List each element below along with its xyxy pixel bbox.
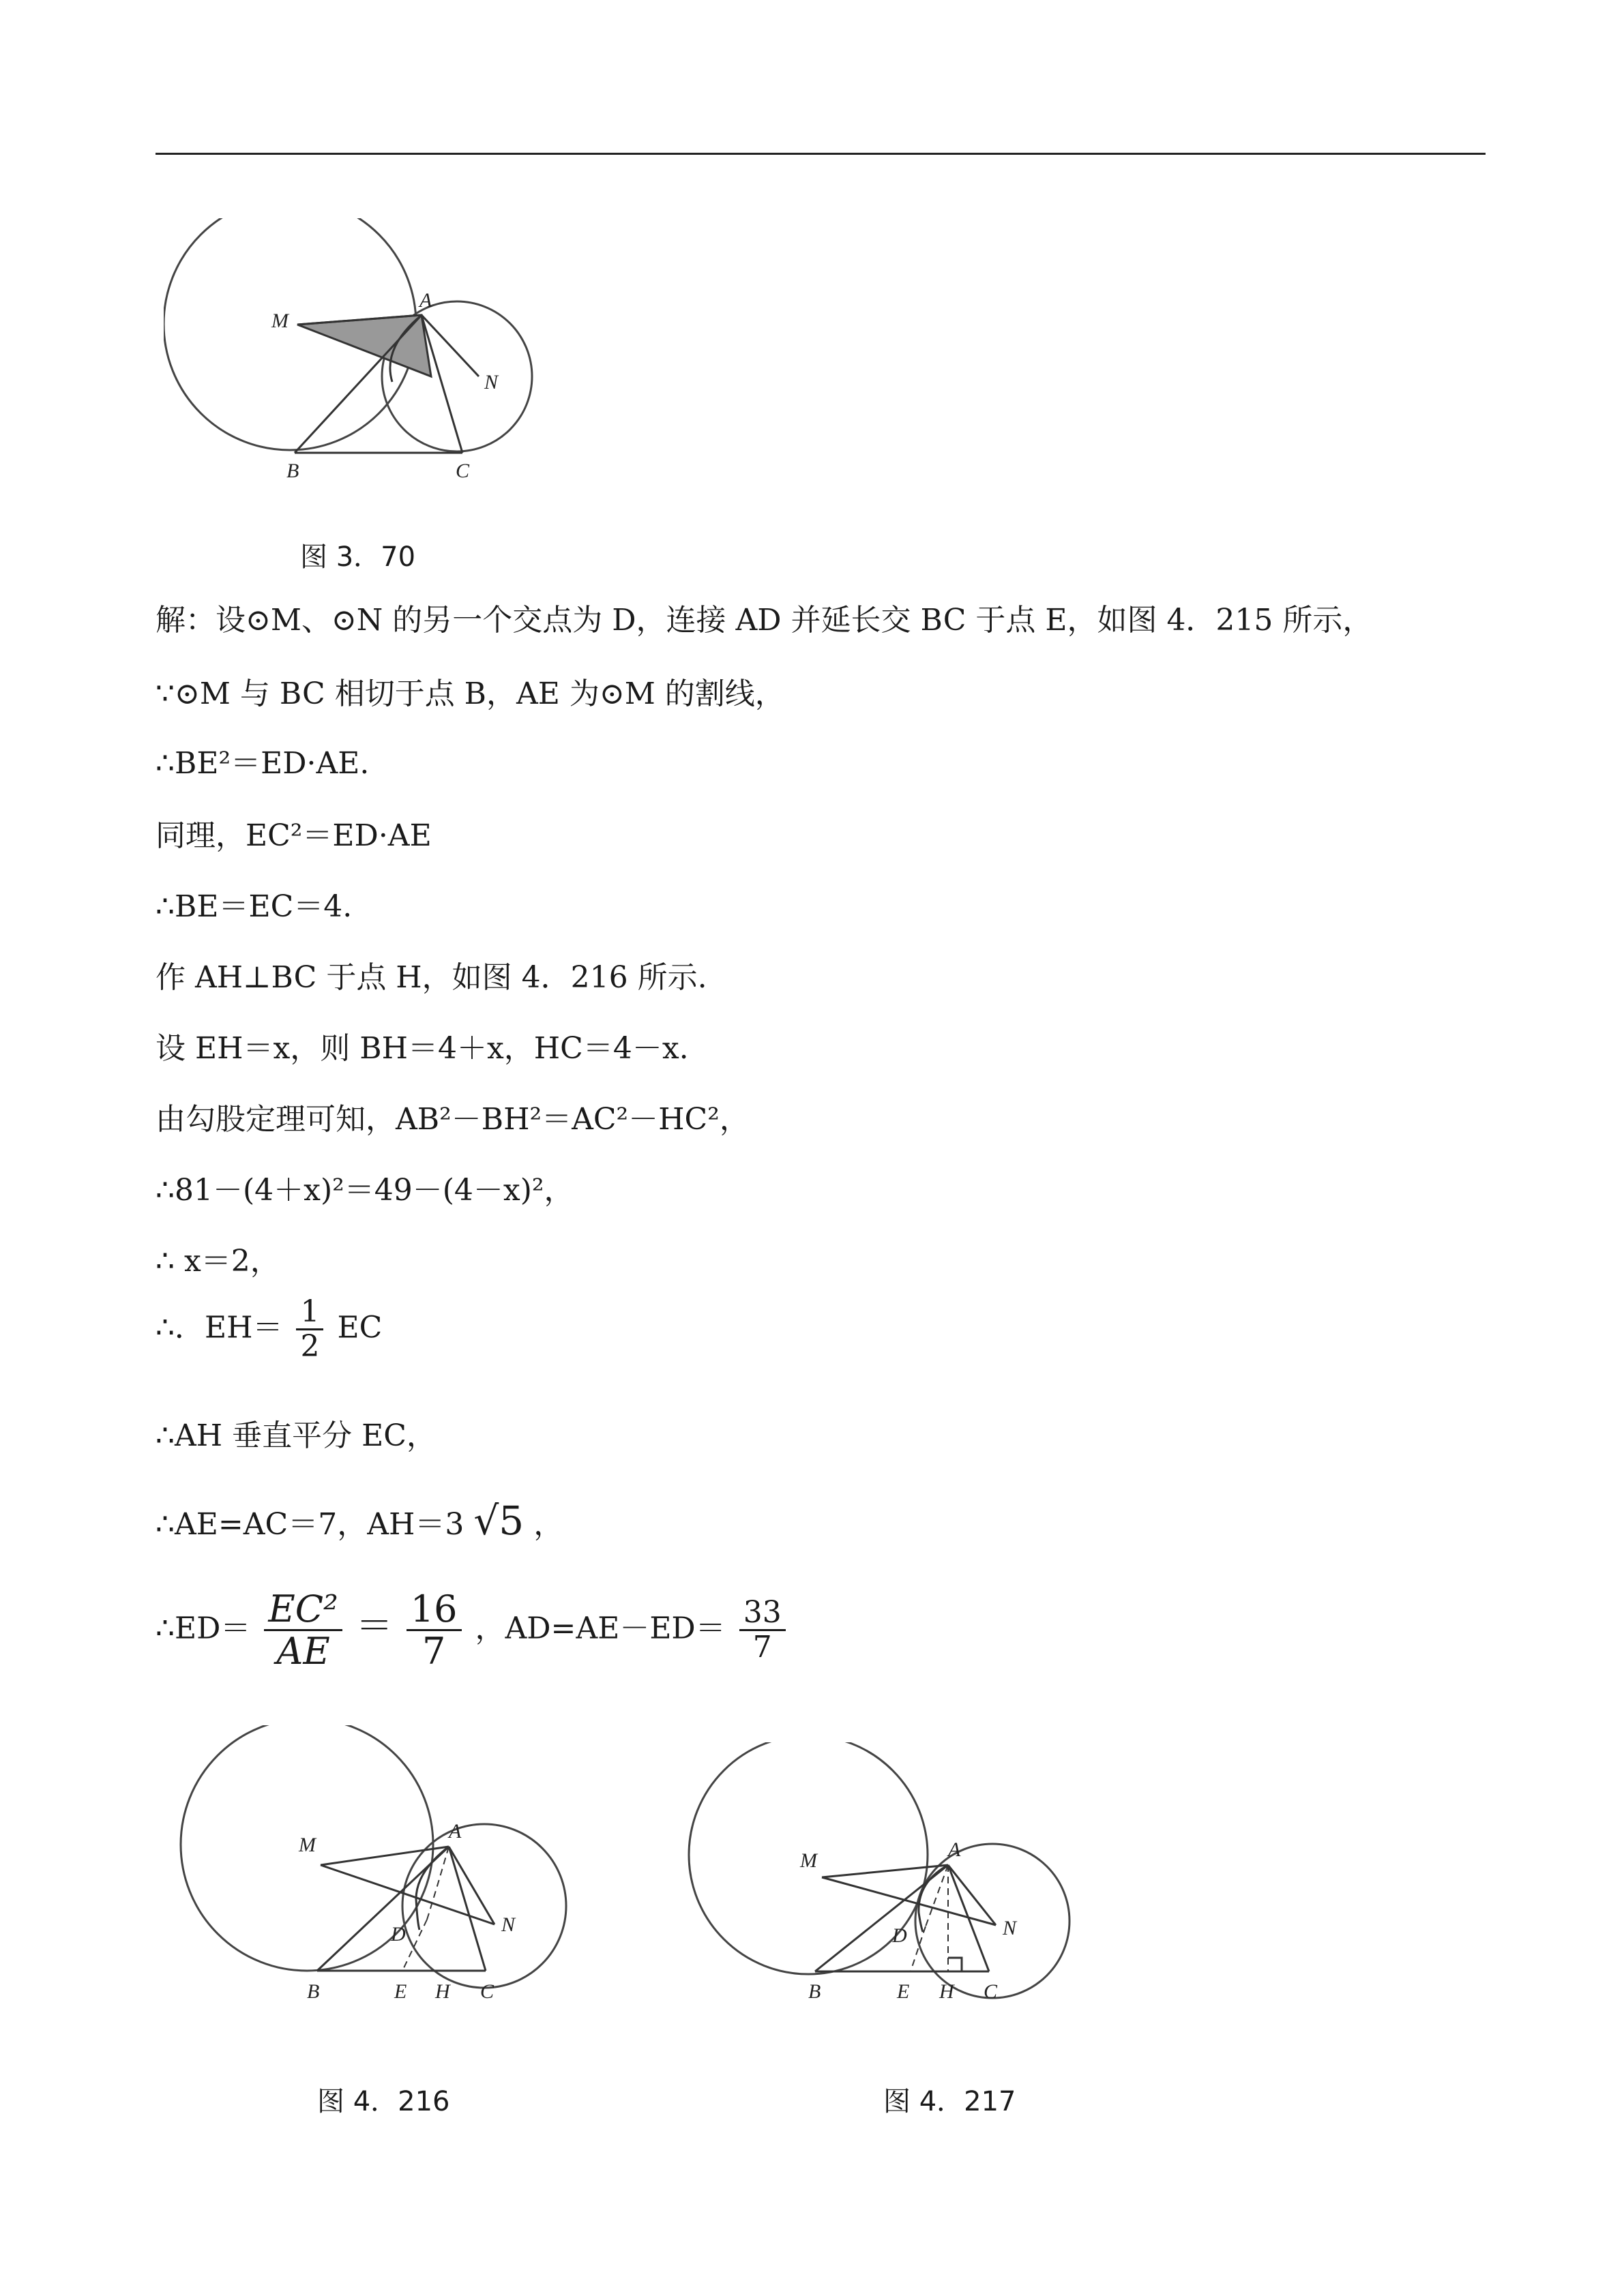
header-rule [156, 153, 1486, 155]
label-N: N [501, 1913, 516, 1936]
eh-suffix: EC [337, 1310, 383, 1345]
figure-3-70-diagram [164, 218, 559, 505]
solution-line-5: ∴BE＝EC＝4. [156, 889, 353, 924]
fraction-numerator: 33 [739, 1596, 786, 1631]
label-B: B [307, 1980, 320, 2003]
fraction-denominator: 7 [752, 1630, 772, 1665]
label-E: E [897, 1980, 910, 2003]
label-A: A [419, 289, 432, 312]
figure-4-216-diagram [177, 1725, 600, 2032]
label-A: A [948, 1838, 961, 1861]
fraction-denominator: 2 [300, 1329, 320, 1365]
figure-3-70-caption: 图 3．70 [300, 541, 416, 573]
figure-4-216 [177, 1725, 600, 2032]
fraction-33-over-7 [739, 1596, 786, 1665]
ed-equals: ＝ [355, 1604, 393, 1648]
ed-mid: ，AD=AE－ED＝ [475, 1611, 726, 1646]
label-B: B [808, 1980, 821, 2003]
solution-line-ed [156, 1589, 790, 1672]
ae-text: ∴AE=AC＝7，AH＝3 [156, 1507, 464, 1542]
label-N: N [484, 371, 499, 393]
solution-line-2: ∵⊙M 与 BC 相切于点 B，AE 为⊙M 的割线， [156, 676, 785, 711]
solution-line-ae [156, 1497, 564, 1545]
solution-line-10: ∴ x＝2， [156, 1244, 280, 1279]
label-H: H [435, 1980, 450, 2003]
fraction-16-over-7 [407, 1589, 462, 1672]
solution-line-eh [156, 1296, 382, 1364]
eh-prefix: ∴．EH＝ [156, 1310, 283, 1345]
figure-4-216-caption: 图 4．216 [317, 2086, 450, 2117]
fraction-ec2-over-ae [264, 1589, 342, 1672]
label-H: H [939, 1980, 954, 2003]
solution-line-3: ∴BE²＝ED·AE. [156, 746, 370, 781]
ae-suffix: ， [533, 1507, 564, 1542]
figure-3-70 [164, 218, 559, 505]
solution-line-6: 作 AH⊥BC 于点 H，如图 4．216 所示. [156, 960, 707, 995]
label-A: A [449, 1820, 462, 1843]
fraction-numerator: 1 [296, 1296, 323, 1330]
figure-4-217-caption: 图 4．217 [883, 2086, 1016, 2117]
ed-prefix: ∴ED＝ [156, 1611, 251, 1646]
solution-line-1: 解：设⊙M、⊙N 的另一个交点为 D，连接 AD 并延长交 BC 于点 E，如图 4．215 所示， [156, 603, 1373, 638]
radical-sqrt5: √5 [473, 1497, 525, 1544]
label-E: E [394, 1980, 407, 2003]
solution-line-perp: ∴AH 垂直平分 EC， [156, 1418, 437, 1453]
label-C: C [984, 1980, 998, 2003]
fraction-denominator: 7 [422, 1630, 446, 1673]
label-B: B [286, 460, 299, 482]
label-M: M [800, 1849, 817, 1872]
label-D: D [391, 1923, 406, 1945]
solution-line-4: 同理，EC²＝ED·AE [156, 818, 432, 853]
label-M: M [299, 1834, 316, 1856]
fraction-denominator: AE [276, 1630, 330, 1673]
fraction-one-half [296, 1296, 323, 1364]
figure-4-217 [685, 1742, 1108, 2029]
label-N: N [1003, 1917, 1017, 1939]
solution-line-8: 由勾股定理可知，AB²－BH²＝AC²－HC²， [156, 1102, 750, 1137]
fraction-numerator: EC² [264, 1589, 342, 1631]
label-C: C [480, 1980, 494, 2003]
label-D: D [892, 1924, 907, 1947]
solution-line-7: 设 EH＝x，则 BH＝4＋x，HC＝4－x. [156, 1031, 689, 1066]
label-M: M [271, 310, 289, 332]
label-C: C [456, 460, 470, 482]
figure-4-217-diagram [685, 1742, 1108, 2029]
solution-line-9: ∴81－(4＋x)²＝49－(4－x)²， [156, 1173, 574, 1208]
fraction-numerator: 16 [407, 1589, 462, 1631]
